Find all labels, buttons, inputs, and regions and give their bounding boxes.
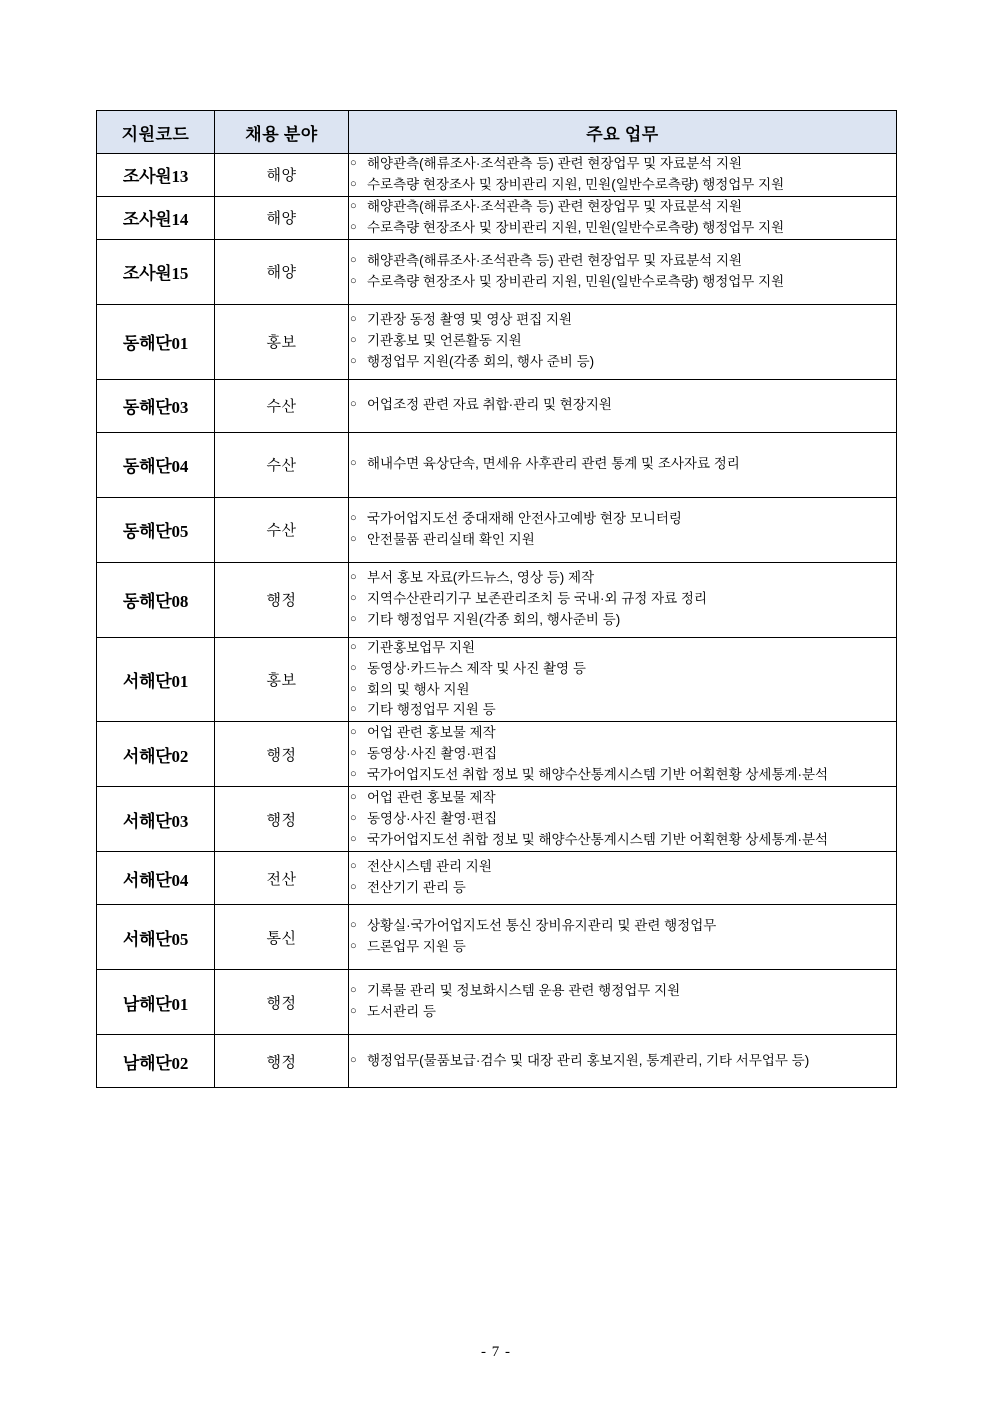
cell-recruitment-field: 행정 <box>215 1035 349 1088</box>
page-number: - 7 - <box>481 1344 511 1360</box>
duty-item <box>349 154 896 175</box>
cell-support-code: 남해단02 <box>97 1035 215 1088</box>
circle-bullet-icon: ○ <box>350 199 357 212</box>
duty-text: 기관홍보업무 지원 <box>367 639 476 655</box>
circle-bullet-icon: ○ <box>350 682 357 695</box>
duty-text: 기록물 관리 및 정보화시스템 운용 관련 행정업무 지원 <box>367 983 681 999</box>
duty-item <box>349 659 896 680</box>
circle-bullet-icon: ○ <box>350 790 357 803</box>
duty-text: 수로측량 현장조사 및 장비관리 지원, 민원(일반수로측량) 행정업무 지원 <box>367 273 785 289</box>
duty-item <box>349 1051 896 1072</box>
duty-item <box>349 916 896 937</box>
duty-item <box>349 272 896 293</box>
duty-text: 국가어업지도선 취합 정보 및 해양수산통계시스템 기반 어획현황 상세통계·분석 <box>367 766 829 782</box>
duty-text: 기타 행정업무 지원(각종 회의, 행사준비 등) <box>367 612 621 628</box>
table-row <box>97 304 897 379</box>
cell-support-code: 동해단05 <box>97 497 215 562</box>
duty-list <box>349 638 896 722</box>
column-header-support-code: 지원코드 <box>97 111 215 154</box>
column-header-main-duties: 주요 업무 <box>349 111 897 154</box>
duty-item <box>349 765 896 786</box>
duty-item <box>349 830 896 851</box>
circle-bullet-icon: ○ <box>350 703 357 716</box>
circle-bullet-icon: ○ <box>350 984 357 997</box>
duty-item <box>349 1002 896 1023</box>
duty-list <box>349 916 896 958</box>
cell-recruitment-field: 통신 <box>215 905 349 970</box>
duty-item <box>349 175 896 196</box>
duty-text: 수로측량 현장조사 및 장비관리 지원, 민원(일반수로측량) 행정업무 지원 <box>367 219 785 235</box>
cell-support-code: 동해단04 <box>97 432 215 497</box>
cell-main-duties <box>349 196 897 239</box>
page-footer <box>0 1344 992 1361</box>
cell-support-code: 동해단01 <box>97 304 215 379</box>
table-row <box>97 497 897 562</box>
cell-recruitment-field: 행정 <box>215 722 349 787</box>
duty-list <box>349 723 896 786</box>
circle-bullet-icon: ○ <box>350 274 357 287</box>
cell-recruitment-field: 홍보 <box>215 304 349 379</box>
duty-text: 상황실·국가어업지도선 통신 장비유지관리 및 관련 행정업무 <box>367 918 717 934</box>
circle-bullet-icon: ○ <box>350 511 357 524</box>
duty-item <box>349 530 896 551</box>
circle-bullet-icon: ○ <box>350 592 357 605</box>
cell-support-code: 서해단01 <box>97 637 215 722</box>
table-row <box>97 905 897 970</box>
duty-item <box>349 454 896 475</box>
table-row <box>97 432 897 497</box>
duty-text: 기타 행정업무 지원 등 <box>367 702 496 718</box>
circle-bullet-icon: ○ <box>350 940 357 953</box>
cell-recruitment-field: 수산 <box>215 379 349 432</box>
cell-support-code: 조사원13 <box>97 154 215 197</box>
circle-bullet-icon: ○ <box>350 313 357 326</box>
duty-text: 동영상·사진 촬영·편집 <box>367 810 498 826</box>
cell-main-duties <box>349 304 897 379</box>
duty-list <box>349 395 896 416</box>
circle-bullet-icon: ○ <box>350 398 357 411</box>
cell-main-duties <box>349 379 897 432</box>
cell-main-duties <box>349 722 897 787</box>
circle-bullet-icon: ○ <box>350 334 357 347</box>
circle-bullet-icon: ○ <box>350 767 357 780</box>
circle-bullet-icon: ○ <box>350 355 357 368</box>
duty-list <box>349 568 896 631</box>
circle-bullet-icon: ○ <box>350 640 357 653</box>
cell-main-duties <box>349 852 897 905</box>
duty-item <box>349 310 896 331</box>
duty-item <box>349 610 896 631</box>
duty-text: 동영상·카드뉴스 제작 및 사진 촬영 등 <box>367 660 586 676</box>
table-row <box>97 154 897 197</box>
duty-item <box>349 197 896 218</box>
circle-bullet-icon: ○ <box>350 881 357 894</box>
duty-item <box>349 788 896 809</box>
circle-bullet-icon: ○ <box>350 919 357 932</box>
cell-main-duties <box>349 562 897 637</box>
cell-recruitment-field: 해양 <box>215 196 349 239</box>
circle-bullet-icon: ○ <box>350 1005 357 1018</box>
cell-main-duties <box>349 497 897 562</box>
cell-main-duties <box>349 154 897 197</box>
duty-text: 동영상·사진 촬영·편집 <box>367 745 498 761</box>
cell-main-duties <box>349 432 897 497</box>
duty-text: 부서 홍보 자료(카드뉴스, 영상 등) 제작 <box>367 570 595 586</box>
cell-support-code: 서해단03 <box>97 787 215 852</box>
duty-text: 전산기기 관리 등 <box>367 880 466 896</box>
duty-list <box>349 454 896 475</box>
table-row <box>97 787 897 852</box>
duty-item <box>349 589 896 610</box>
duty-item <box>349 352 896 373</box>
cell-support-code: 조사원14 <box>97 196 215 239</box>
cell-support-code: 서해단02 <box>97 722 215 787</box>
duty-text: 기관홍보 및 언론활동 지원 <box>367 333 522 349</box>
circle-bullet-icon: ○ <box>350 532 357 545</box>
table-row <box>97 562 897 637</box>
duty-item <box>349 723 896 744</box>
duty-list <box>349 251 896 293</box>
duty-item <box>349 509 896 530</box>
circle-bullet-icon: ○ <box>350 220 357 233</box>
table-row <box>97 196 897 239</box>
cell-main-duties <box>349 787 897 852</box>
circle-bullet-icon: ○ <box>350 811 357 824</box>
recruitment-duties-table <box>96 110 897 1088</box>
cell-support-code: 조사원15 <box>97 239 215 304</box>
circle-bullet-icon: ○ <box>350 177 357 190</box>
duty-list <box>349 509 896 551</box>
duty-list <box>349 981 896 1023</box>
circle-bullet-icon: ○ <box>350 832 357 845</box>
duty-text: 전산시스템 관리 지원 <box>367 859 492 875</box>
cell-recruitment-field: 해양 <box>215 239 349 304</box>
cell-main-duties <box>349 970 897 1035</box>
duty-text: 어업조정 관련 자료 취합·관리 및 현장지원 <box>367 397 612 413</box>
cell-main-duties <box>349 1035 897 1088</box>
table-header-row <box>97 111 897 154</box>
circle-bullet-icon: ○ <box>350 253 357 266</box>
duty-list <box>349 197 896 239</box>
duty-text: 해양관측(해류조사·조석관측 등) 관련 현장업무 및 자료분석 지원 <box>367 252 743 268</box>
circle-bullet-icon: ○ <box>350 157 357 169</box>
duty-text: 도서관리 등 <box>367 1004 436 1020</box>
circle-bullet-icon: ○ <box>350 571 357 584</box>
circle-bullet-icon: ○ <box>350 613 357 626</box>
duty-list <box>349 857 896 899</box>
duty-item <box>349 395 896 416</box>
cell-support-code: 동해단03 <box>97 379 215 432</box>
cell-support-code: 서해단05 <box>97 905 215 970</box>
duty-text: 어업 관련 홍보물 제작 <box>367 789 496 805</box>
duty-item <box>349 981 896 1002</box>
duty-text: 해양관측(해류조사·조석관측 등) 관련 현장업무 및 자료분석 지원 <box>367 156 743 171</box>
duty-text: 해양관측(해류조사·조석관측 등) 관련 현장업무 및 자료분석 지원 <box>367 198 743 214</box>
duty-text: 해내수면 육상단속, 면세유 사후관리 관련 통계 및 조사자료 정리 <box>367 456 740 472</box>
table-body <box>97 154 897 1088</box>
duty-item <box>349 857 896 878</box>
cell-recruitment-field: 행정 <box>215 787 349 852</box>
circle-bullet-icon: ○ <box>350 725 357 738</box>
table-row <box>97 637 897 722</box>
duty-text: 회의 및 행사 지원 <box>367 681 470 697</box>
duty-text: 어업 관련 홍보물 제작 <box>367 724 496 740</box>
duty-item <box>349 680 896 701</box>
duty-text: 국가어업지도선 취합 정보 및 해양수산통계시스템 기반 어획현황 상세통계·분석 <box>367 831 829 847</box>
circle-bullet-icon: ○ <box>350 746 357 759</box>
cell-support-code: 동해단08 <box>97 562 215 637</box>
column-header-recruitment-field: 채용 분야 <box>215 111 349 154</box>
duty-list <box>349 788 896 851</box>
cell-support-code: 서해단04 <box>97 852 215 905</box>
duty-item <box>349 937 896 958</box>
table-row <box>97 970 897 1035</box>
duty-item <box>349 251 896 272</box>
duty-text: 행정업무 지원(각종 회의, 행사 준비 등) <box>367 354 595 370</box>
duty-item <box>349 809 896 830</box>
table-row <box>97 239 897 304</box>
duty-item <box>349 878 896 899</box>
cell-main-duties <box>349 239 897 304</box>
duty-item <box>349 568 896 589</box>
cell-support-code: 남해단01 <box>97 970 215 1035</box>
duty-item <box>349 700 896 721</box>
duty-list <box>349 310 896 373</box>
duty-item <box>349 638 896 659</box>
duty-item <box>349 331 896 352</box>
cell-recruitment-field: 홍보 <box>215 637 349 722</box>
duty-list <box>349 1051 896 1072</box>
duty-text: 기관장 동정 촬영 및 영상 편집 지원 <box>367 312 573 328</box>
table-row <box>97 722 897 787</box>
duty-text: 국가어업지도선 중대재해 안전사고예방 현장 모니터링 <box>367 510 682 526</box>
duty-item <box>349 218 896 239</box>
cell-recruitment-field: 행정 <box>215 562 349 637</box>
duty-item <box>349 744 896 765</box>
cell-main-duties <box>349 905 897 970</box>
duty-text: 지역수산관리기구 보존관리조치 등 국내·외 규정 자료 정리 <box>367 591 707 607</box>
cell-main-duties <box>349 637 897 722</box>
duty-list <box>349 154 896 196</box>
duty-text: 드론업무 지원 등 <box>367 939 466 955</box>
cell-recruitment-field: 수산 <box>215 497 349 562</box>
duty-text: 수로측량 현장조사 및 장비관리 지원, 민원(일반수로측량) 행정업무 지원 <box>367 176 785 192</box>
table-header <box>97 111 897 154</box>
table-row <box>97 852 897 905</box>
cell-recruitment-field: 해양 <box>215 154 349 197</box>
circle-bullet-icon: ○ <box>350 1053 357 1066</box>
circle-bullet-icon: ○ <box>350 860 357 873</box>
cell-recruitment-field: 전산 <box>215 852 349 905</box>
table-row <box>97 1035 897 1088</box>
circle-bullet-icon: ○ <box>350 457 357 470</box>
circle-bullet-icon: ○ <box>350 661 357 674</box>
duty-text: 안전물품 관리실태 확인 지원 <box>367 531 535 547</box>
cell-recruitment-field: 행정 <box>215 970 349 1035</box>
table-row <box>97 379 897 432</box>
duty-text: 행정업무(물품보급·검수 및 대장 관리 홍보지원, 통계관리, 기타 서무업무 등) <box>367 1052 810 1068</box>
cell-recruitment-field: 수산 <box>215 432 349 497</box>
